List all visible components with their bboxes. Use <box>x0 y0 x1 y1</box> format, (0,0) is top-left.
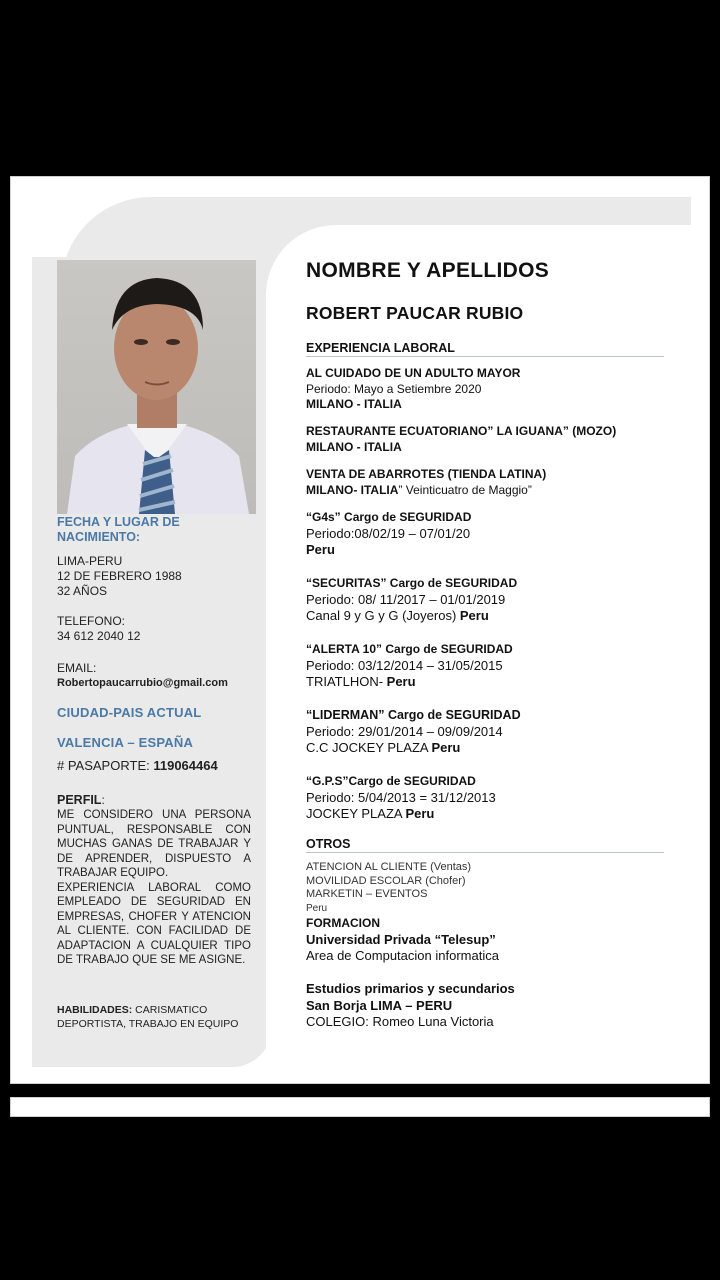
formation-block: FORMACION Universidad Privada “Telesup” Area de Computacion informatica <box>306 916 499 963</box>
job-8: “G.P.S”Cargo de SEGURIDAD Periodo: 5/04/2013 = 31/12/2013 JOCKEY PLAZA Peru <box>306 774 496 821</box>
birth-label: FECHA Y LUGAR DE NACIMIENTO: <box>57 515 180 544</box>
age: 32 AÑOS <box>57 584 108 598</box>
profile-text-1: ME CONSIDERO UNA PERSONA PUNTUAL, RESPONSABLE CON MUCHAS GANAS DE TRABAJAR Y DE APRENDER, DISPUESTO A TRABAJAR EQUIPO. <box>57 809 251 879</box>
others-list <box>306 861 471 915</box>
job-2: RESTAURANTE ECUATORIANO” LA IGUANA” (MOZO) MILANO - ITALIA <box>306 424 617 454</box>
birth-date: 12 DE FEBRERO 1988 <box>57 569 182 583</box>
others-item: ATENCION AL CLIENTE (Ventas) <box>306 861 472 873</box>
passport-line <box>57 758 218 773</box>
page-title: NOMBRE Y APELLIDOS <box>306 259 550 282</box>
phone-block <box>57 614 140 644</box>
job-4: “G4s” Cargo de SEGURIDAD Periodo:08/02/19 – 07/01/20 Peru <box>306 510 472 557</box>
birth-place: LIMA-PERU <box>57 554 123 568</box>
phone-value: 34 612 2040 12 <box>57 629 141 643</box>
job-1: AL CUIDADO DE UN ADULTO MAYOR Periodo: Mayo a Setiembre 2020 MILANO - ITALIA <box>306 366 521 411</box>
school-block: Estudios primarios y secundarios San Borja LIMA – PERU COLEGIO: Romeo Luna Victoria <box>306 981 515 1029</box>
experience-heading: EXPERIENCIA LABORAL <box>306 341 664 357</box>
phone-label: TELEFONO: <box>57 614 126 628</box>
skills-block: HABILIDADES: CARISMATICO DEPORTISTA, TRABAJO EN EQUIPO <box>57 1004 239 1030</box>
birth-info <box>57 554 182 599</box>
profile-block <box>57 793 251 968</box>
job-6: “ALERTA 10” Cargo de SEGURIDAD Periodo: 03/12/2014 – 31/05/2015 TRIATLHON- Peru <box>306 642 513 689</box>
job-7: “LIDERMAN” Cargo de SEGURIDAD Periodo: 29/01/2014 – 09/09/2014 C.C JOCKEY PLAZA Peru <box>306 708 521 755</box>
city-label: CIUDAD-PAIS ACTUAL <box>57 705 202 720</box>
profile-heading: PERFIL: <box>57 793 105 807</box>
full-name: ROBERT PAUCAR RUBIO <box>306 303 524 323</box>
profile-photo <box>57 260 256 514</box>
job-5: “SECURITAS” Cargo de SEGURIDAD Periodo: 08/ 11/2017 – 01/01/2019 Canal 9 y G y G (Joyeros) Peru <box>306 576 518 623</box>
next-page-edge <box>10 1097 710 1117</box>
email-value: Robertopaucarrubio@gmail.com <box>57 677 228 689</box>
passport-number: 119064464 <box>153 758 218 773</box>
cv-page <box>10 176 710 1084</box>
others-heading: OTROS <box>306 837 664 853</box>
job-3: VENTA DE ABARROTES (TIENDA LATINA) MILANO- ITALIA” Veinticuatro de Maggio” <box>306 467 547 497</box>
email-label: EMAIL: <box>57 661 97 675</box>
passport-label: # PASAPORTE: <box>57 758 150 773</box>
profile-text-2: EXPERIENCIA LABORAL COMO EMPLEADO DE SEGURIDAD EN EMPRESAS, CHOFER Y ATENCION AL CLIENTE. CON FACILIDAD DE ADAPTACION A CUALQUIER TIPO DE TRABAJO QUE SE ME ASIGNE. <box>57 881 251 966</box>
others-item: Peru <box>306 902 328 914</box>
city-value: VALENCIA – ESPAÑA <box>57 735 194 750</box>
others-item: MOVILIDAD ESCOLAR (Chofer) <box>306 874 466 887</box>
others-item: MARKETIN – EVENTOS <box>306 888 428 900</box>
email-block <box>57 661 228 691</box>
